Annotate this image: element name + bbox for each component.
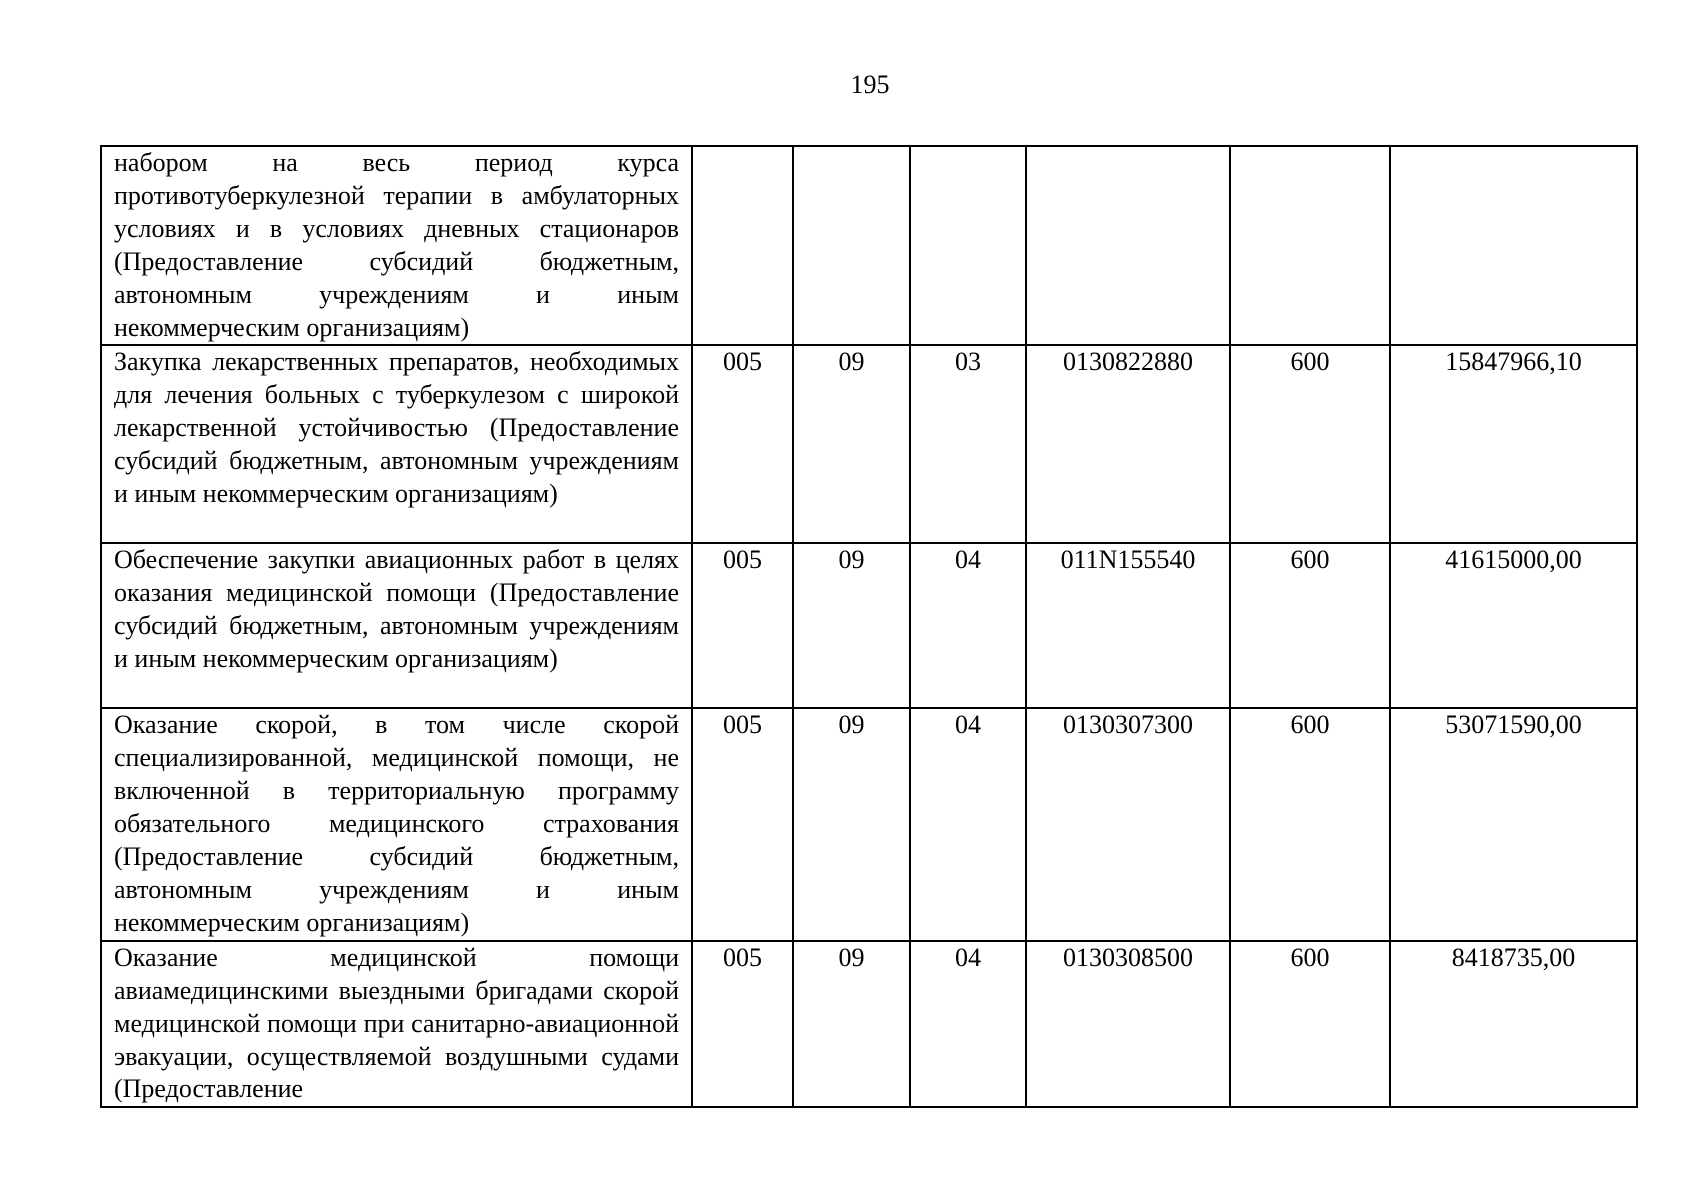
description-text: Закупка лекарственных препаратов, необходимых для лечения больных с туберкулезом с широкой лекарственной устойчивостью (Предоставление субсидий бюджетным, автономным учреждениям и иным некоммерческим организациям) bbox=[114, 347, 679, 509]
target-code-cell: 0130308500 bbox=[1026, 941, 1230, 1108]
description-text: набором на весь период курса противотуберкулезной терапии в амбулаторных условиях и в условиях дневных стационаров (Предоставление субсидий бюджетным, автономным учреждениям и иным некоммерческим организациям) bbox=[114, 148, 679, 342]
description-cell bbox=[101, 708, 692, 940]
section-cell: 09 bbox=[793, 708, 910, 940]
amount-cell: 53071590,00 bbox=[1390, 708, 1637, 940]
target-code-cell bbox=[1026, 146, 1230, 345]
amount-cell: 41615000,00 bbox=[1390, 543, 1637, 708]
ministry-cell: 005 bbox=[692, 345, 793, 543]
ministry-cell: 005 bbox=[692, 941, 793, 1108]
description-text: Обеспечение закупки авиационных работ в целях оказания медицинской помощи (Предоставление субсидий бюджетным, автономным учреждениям и иным некоммерческим организациям) bbox=[114, 545, 679, 674]
description-text: Оказание медицинской помощи авиамедицинскими выездными бригадами скорой медицинской помощи при санитарно-авиационной эвакуации, осуществляемой воздушными судами (Предоставление bbox=[114, 942, 679, 1104]
table-row bbox=[101, 941, 1637, 1108]
budget-table bbox=[100, 145, 1638, 1108]
table-row bbox=[101, 708, 1637, 940]
subsection-cell: 04 bbox=[910, 941, 1026, 1108]
section-cell bbox=[793, 146, 910, 345]
description-text: Оказание скорой, в том числе скорой специализированной, медицинской помощи, не включенной в территориальную программу обязательного медицинского страхования (Предоставление субсидий бюджетным, автономным учреждениям и иным некоммерческим организациям) bbox=[114, 710, 679, 937]
subsection-cell: 04 bbox=[910, 543, 1026, 708]
amount-cell: 15847966,10 bbox=[1390, 345, 1637, 543]
subsection-cell: 04 bbox=[910, 708, 1026, 940]
subsection-cell bbox=[910, 146, 1026, 345]
amount-cell: 8418735,00 bbox=[1390, 941, 1637, 1108]
expense-type-cell: 600 bbox=[1230, 543, 1390, 708]
expense-type-cell: 600 bbox=[1230, 708, 1390, 940]
section-cell: 09 bbox=[793, 543, 910, 708]
description-cell bbox=[101, 543, 692, 708]
ministry-cell: 005 bbox=[692, 708, 793, 940]
expense-type-cell bbox=[1230, 146, 1390, 345]
description-cell bbox=[101, 345, 692, 543]
description-cell bbox=[101, 941, 692, 1108]
target-code-cell: 0130307300 bbox=[1026, 708, 1230, 940]
description-cell bbox=[101, 146, 692, 345]
expense-type-cell: 600 bbox=[1230, 345, 1390, 543]
page-number: 195 bbox=[850, 70, 890, 99]
section-cell: 09 bbox=[793, 345, 910, 543]
table-row bbox=[101, 146, 1637, 345]
ministry-cell: 005 bbox=[692, 543, 793, 708]
table-row bbox=[101, 543, 1637, 708]
target-code-cell: 0130822880 bbox=[1026, 345, 1230, 543]
subsection-cell: 03 bbox=[910, 345, 1026, 543]
section-cell: 09 bbox=[793, 941, 910, 1108]
target-code-cell: 011N155540 bbox=[1026, 543, 1230, 708]
amount-cell bbox=[1390, 146, 1637, 345]
ministry-cell bbox=[692, 146, 793, 345]
expense-type-cell: 600 bbox=[1230, 941, 1390, 1108]
table-row bbox=[101, 345, 1637, 543]
